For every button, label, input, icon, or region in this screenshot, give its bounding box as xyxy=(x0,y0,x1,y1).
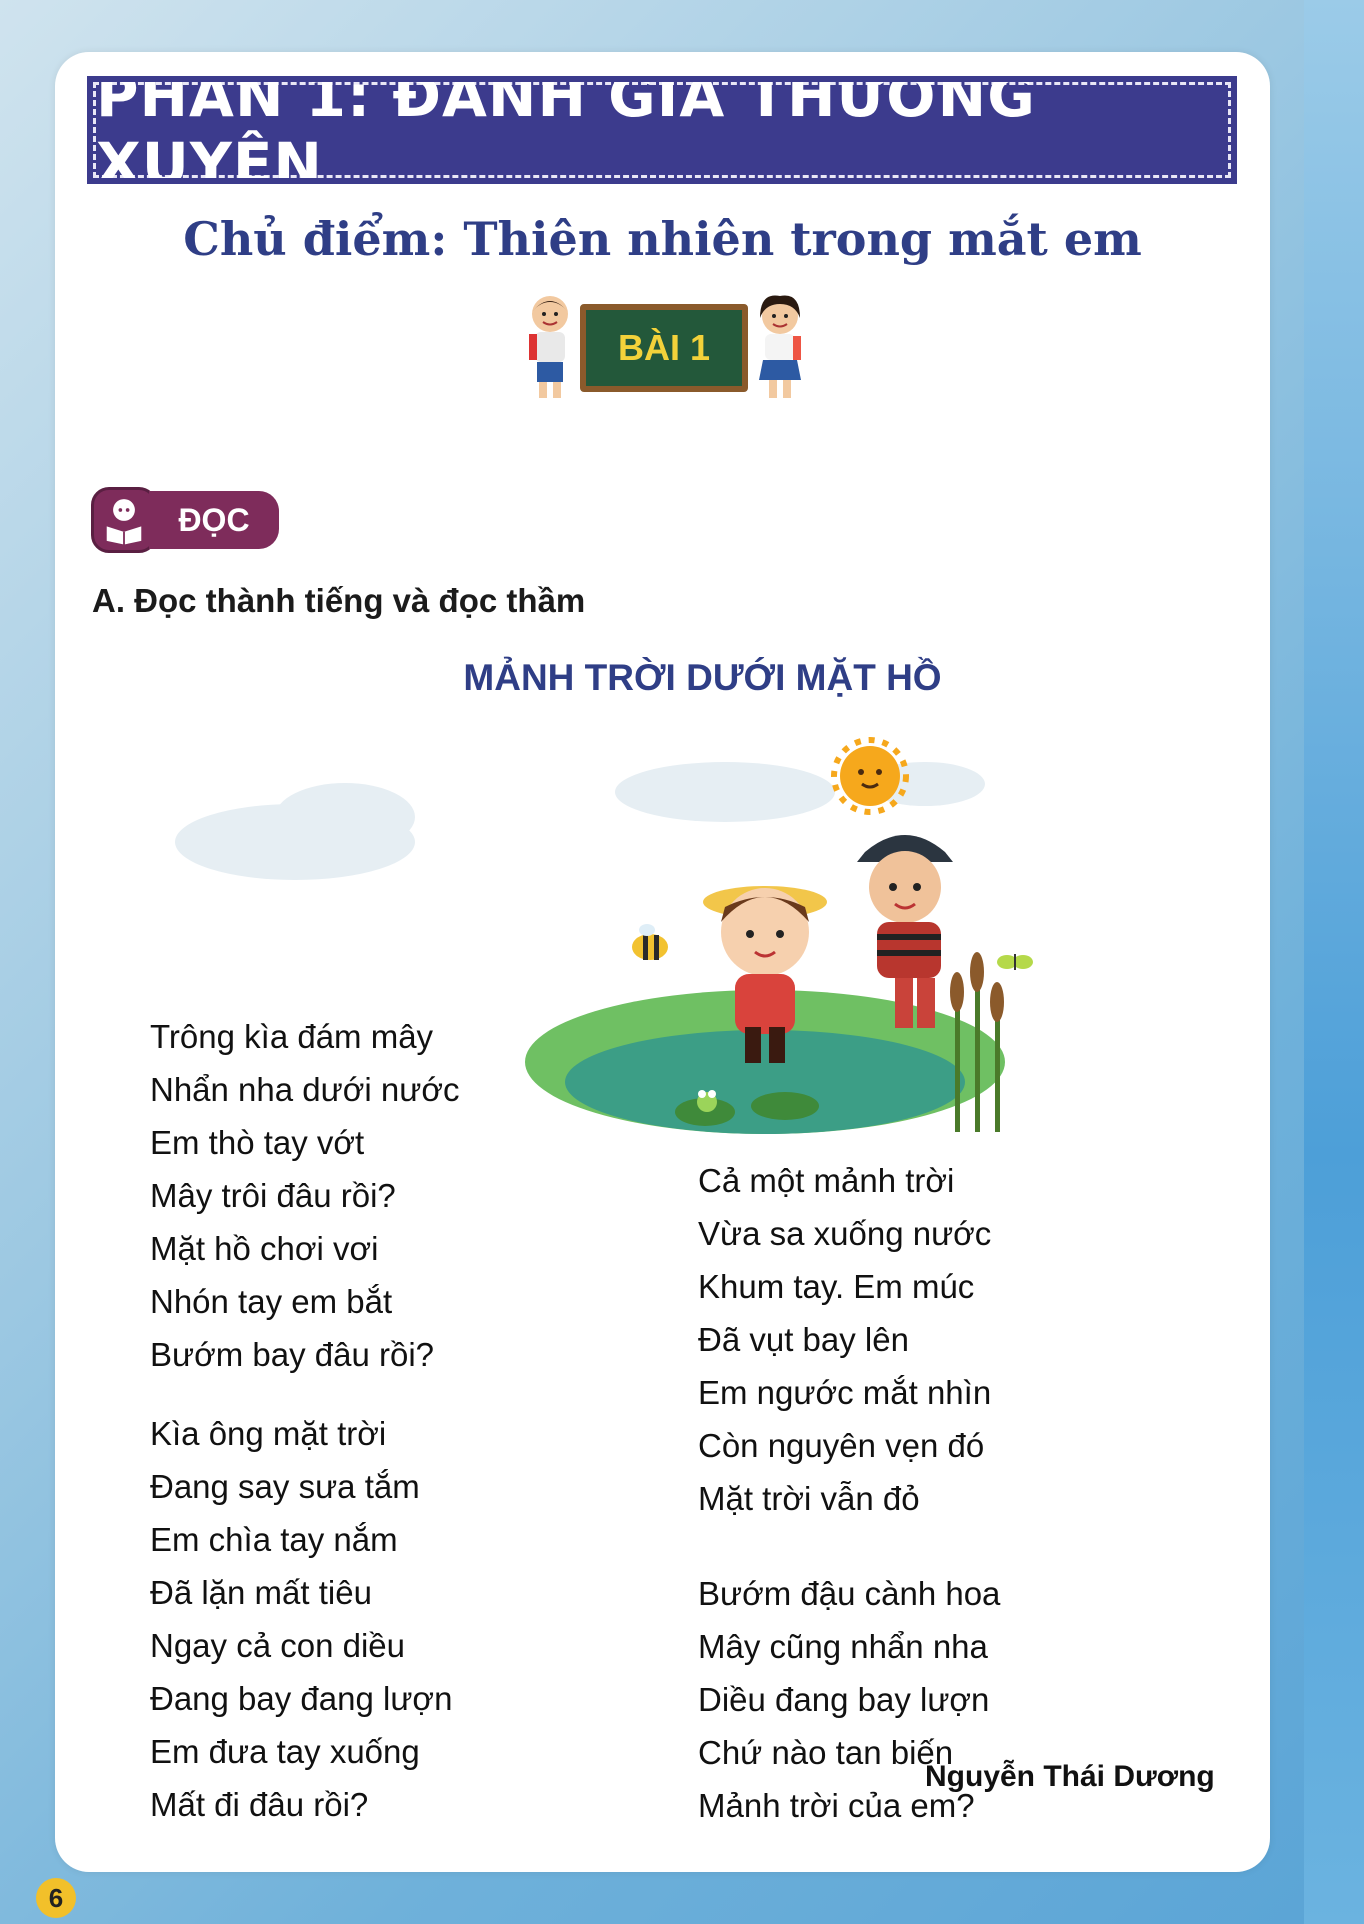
stanza-gap xyxy=(698,1525,1000,1567)
poem-line: Đang bay đang lượn xyxy=(150,1680,453,1717)
poem-line: Em đưa tay xuống xyxy=(150,1733,420,1770)
poem-line: Mất đi đâu rồi? xyxy=(150,1786,369,1823)
page-number: 6 xyxy=(36,1878,76,1918)
poem-line: Kìa ông mặt trời xyxy=(150,1415,387,1452)
poem-line: Ngay cả con diều xyxy=(150,1627,405,1664)
reading-icon-box xyxy=(91,487,157,553)
poem-line: Mảnh trời của em? xyxy=(698,1787,975,1824)
bee-icon xyxy=(632,924,668,960)
poem-line: Mây trôi đâu rồi? xyxy=(150,1177,396,1214)
poem-line: Em chìa tay nắm xyxy=(150,1521,398,1558)
poem-line: Diều đang bay lượn xyxy=(698,1681,990,1718)
poem-line: Bướm bay đâu rồi? xyxy=(150,1336,435,1373)
reading-pill xyxy=(149,491,279,549)
poem-line: Còn nguyên vẹn đó xyxy=(698,1427,985,1464)
part-banner xyxy=(93,62,1231,198)
banner-title: PHẦN 1: ĐÁNH GIÁ THƯỜNG XUYÊN xyxy=(96,62,1036,198)
sun-icon xyxy=(834,740,906,812)
poem-line: Nhón tay em bắt xyxy=(150,1283,393,1320)
poem-author: Nguyễn Thái Dương xyxy=(925,1760,1215,1793)
poem-right-column xyxy=(698,1154,1000,1832)
poem-line: Đang say sưa tắm xyxy=(150,1468,420,1505)
stanza-gap xyxy=(150,1381,459,1407)
poem-line: Mặt hồ chơi vơi xyxy=(150,1230,379,1267)
poem-line: Bướm đậu cành hoa xyxy=(698,1575,1001,1612)
poem-line: Mặt trời vẫn đỏ xyxy=(698,1480,920,1517)
lesson-label: BÀI 1 xyxy=(617,327,711,368)
poem-line: Nhẩn nha dưới nước xyxy=(150,1071,460,1108)
poem-left-column xyxy=(150,1010,459,1831)
poem-title: MẢNH TRỜI DƯỚI MẶT HỒ xyxy=(463,657,942,698)
poem-line: Em thò tay vớt xyxy=(150,1124,365,1161)
poem-line: Đã lặn mất tiêu xyxy=(150,1574,372,1611)
poem-line: Khum tay. Em múc xyxy=(698,1268,975,1305)
lesson-header xyxy=(515,292,815,412)
boy-student-icon xyxy=(515,292,585,402)
poem-line: Chứ nào tan biến xyxy=(698,1734,954,1771)
poem-line: Mây cũng nhẩn nha xyxy=(698,1628,988,1665)
reading-badge xyxy=(91,487,291,553)
reading-label: ĐỌC xyxy=(178,501,250,538)
girl-student-icon xyxy=(745,292,815,402)
butterfly-icon xyxy=(997,954,1033,970)
reading-student-icon xyxy=(94,490,154,550)
book-page xyxy=(55,52,1270,1872)
frog-icon xyxy=(697,1090,717,1112)
section-heading: A. Đọc thành tiếng và đọc thầm xyxy=(92,582,586,619)
theme-heading: Chủ điểm: Thiên nhiên trong mắt em xyxy=(183,212,1142,266)
background-strip xyxy=(1304,0,1364,1924)
lesson-board xyxy=(580,304,748,392)
poem-line: Đã vụt bay lên xyxy=(698,1321,909,1358)
poem-line: Em ngước mắt nhìn xyxy=(698,1374,992,1411)
poem-line: Trông kìa đám mây xyxy=(150,1018,434,1055)
poem-line: Cả một mảnh trời xyxy=(698,1162,955,1199)
poem-line: Vừa sa xuống nước xyxy=(698,1215,992,1252)
